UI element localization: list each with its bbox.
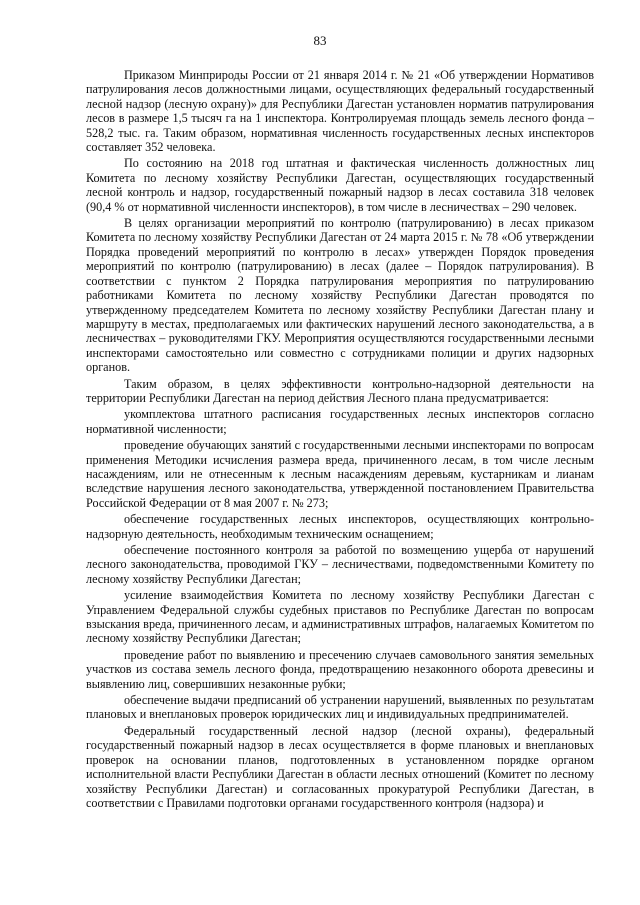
page-number: 83 bbox=[313, 33, 327, 48]
paragraph-staff: По состоянию на 2018 год штатная и фактическая численность должностных лиц Комитета по лесному хозяйству Республики Дагестан, осуществляющих государственный лесной контроль и надзор, государственный пожарный надзор в лесах составила 318 человек (90,4 % от нормативной численности инспекторов), в том числе в лесничествах – 290 человек. bbox=[86, 156, 594, 214]
list-item-damage-control: обеспечение постоянного контроля за работой по возмещению ущерба от нарушений лесного законодательства, проводимой ГКУ – лесничествами, подведомственными Комитету по лесному хозяйству Республики Дагестан; bbox=[86, 543, 594, 586]
list-item-training: проведение обучающих занятий с государственными лесными инспекторами по вопросам применения Методики исчисления размера вреда, причиненного лесам, в том числе лесным насаждениям, или не отнесенным к лесным насаждениям деревьям, кустарникам и лианам вследствие нарушения лесного законодательства, утвержденной постановлением Правительства Российской Федерации от 8 мая 2007 г. № 273; bbox=[86, 438, 594, 510]
paragraph-patrol-order: В целях организации мероприятий по контролю (патрулированию) в лесах приказом Комитета по лесному хозяйству Республики Дагестан от 24 марта 2015 г. № 78 «Об утверждении Порядка проведений мероприятий по контролю в лесах» утвержден Порядок проведения мероприятий по контролю (патрулированию) в лесах (далее – Порядок патрулирования). В соответствии с пунктом 2 Порядка патрулирования мероприятия по патрулированию работниками Комитета по лесному хозяйству Республики Дагестан проводятся по утвержденному председателем Комитета по лесному хозяйству Республики Дагестан плану и маршруту в местах, предполагаемых или фактических нарушений лесного законодательства, а в лесничествах – руководителями ГКУ. Мероприятия осуществляются государственными лесными инспекторами самостоятельно или совместно с сотрудниками полиции и других надзорных органов. bbox=[86, 216, 594, 375]
list-item-staffing: укомплектова штатного расписания государственных лесных инспекторов согласно нормативной численности; bbox=[86, 407, 594, 436]
list-item-equipment: обеспечение государственных лесных инспекторов, осуществляющих контрольно-надзорную деятельность, необходимым техническим оснащением; bbox=[86, 512, 594, 541]
list-item-illegal-use: проведение работ по выявлению и пресечению случаев самовольного занятия земельных участков из состава земель лесного фонда, предотвращению незаконного оборота древесины и выявлению лиц, совершивших незаконные рубки; bbox=[86, 647, 594, 691]
paragraph-measures-intro: Таким образом, в целях эффективности контрольно-надзорной деятельности на территории Республики Дагестан на период действия Лесного плана предусматривается: bbox=[86, 376, 594, 405]
paragraph-norms: Приказом Минприроды России от 21 января 2014 г. № 21 «Об утверждении Нормативов патрулирования лесов должностными лицами, осуществляющих федеральный государственный лесной надзор (лесную охрану)» для Республики Дагестан установлен норматив патрулирования лесов в размере 1,5 тысяч га на 1 инспектора. Контролируемая площадь земель лесного фонда – 528,2 тыс. га. Таким образом, нормативная численность государственных лесных инспекторов составляет 352 человека. bbox=[86, 68, 594, 155]
paragraph-federal-supervision: Федеральный государственный лесной надзор (лесной охраны), федеральный государственный пожарный надзор в лесах осуществляется в форме плановых и внеплановых проверок на основании планов, подготовленных в установленном порядке органом исполнительной власти Республики Дагестан в области лесных отношений (Комитет по лесному хозяйству Республики Дагестан) и согласованных прокуратурой Республики Дагестан, в соответствии с Правилами подготовки органами государственного контроля (надзора) и bbox=[86, 723, 594, 810]
list-item-prescriptions: обеспечение выдачи предписаний об устранении нарушений, выявленных по результатам плановых и внеплановых проверок юридических лиц и индивидуальных предпринимателей. bbox=[86, 693, 594, 722]
body-text bbox=[86, 68, 594, 812]
list-item-cooperation: усиление взаимодействия Комитета по лесному хозяйству Республики Дагестан с Управлением Федеральной службы судебных приставов по Республике Дагестан по вопросам взыскания вреда, причиненного лесам, и административных штрафов, налагаемых Комитетом по лесному хозяйству Республики Дагестан; bbox=[86, 588, 594, 646]
